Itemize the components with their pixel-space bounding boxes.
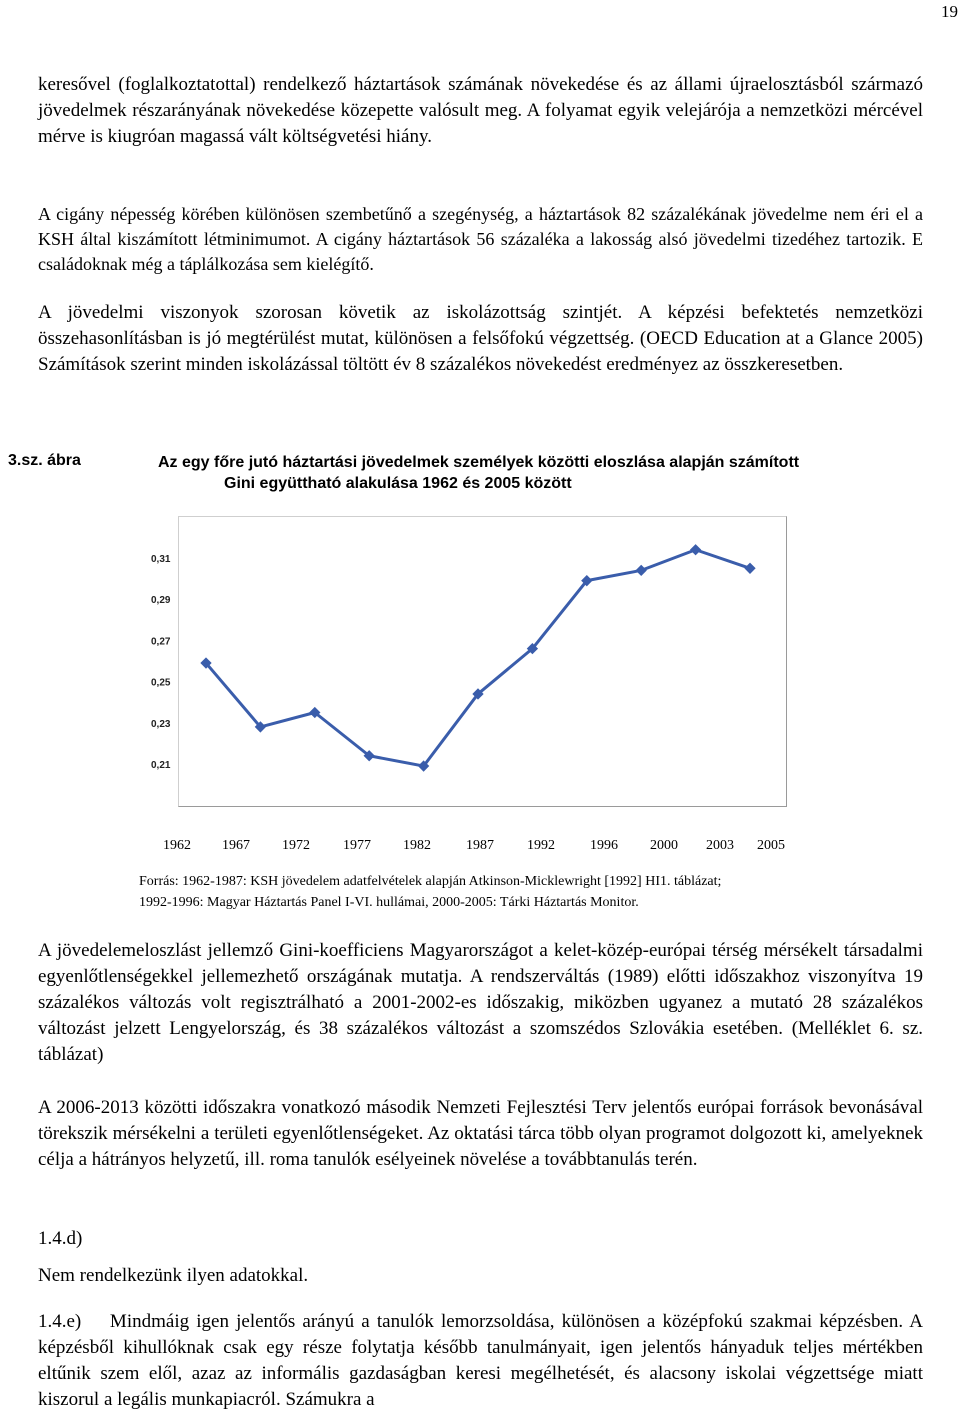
- gini-series-line: [206, 550, 750, 766]
- page-number: 19: [941, 2, 958, 21]
- x-tick-label: 1992: [527, 838, 555, 853]
- x-tick-label: 2005: [757, 838, 785, 853]
- x-tick-label: 1987: [466, 838, 494, 853]
- x-tick-label: 2003: [706, 838, 734, 853]
- chart-plot-area: [151, 517, 786, 806]
- section-text-1-4-d: Nem rendelkezünk ilyen adatokkal.: [38, 1265, 309, 1286]
- figure-source: [139, 871, 939, 913]
- x-axis-tick-labels: [0, 838, 960, 858]
- data-point-2003: [690, 544, 701, 555]
- paragraph-3: A jövedelmi viszonyok szorosan követik az iskolázottság szintjét. A képzési befektetés nemzetközi összehasonlításban is jó megtérülést mutat, különösen a felsőfokú végzettség. (OECD Education at a Glance 2005) Számítások szerint minden iskolázással töltött év 8 százalékos növekedést eredményez az összkeresetben.: [38, 302, 923, 375]
- figure-title-line-1: Az egy főre jutó háztartási jövedelmek személyek közötti eloszlása alapján számított: [158, 454, 800, 471]
- figure-title-line-2: Gini együttható alakulása 1962 és 2005 között: [224, 475, 572, 492]
- y-tick-label: 0,27: [151, 636, 171, 648]
- figure-source-line-2: 1992-1996: Magyar Háztartás Panel I-VI. hullámai, 2000-2005: Tárki Háztartás Monitor.: [139, 895, 639, 910]
- paragraph-1: keresővel (foglalkoztatottal) rendelkező háztartások számának növekedése és az állami újraelosztásból származó jövedelmek részarányának növekedése közepette valósult meg. A folyamat egyik velejárója a nemzetközi mércével mérve is kiugróan magassá vált költségvetési hiány.: [38, 74, 923, 147]
- x-tick-label: 1967: [222, 838, 250, 853]
- x-tick-label: 1996: [590, 838, 618, 853]
- paragraph-4: A jövedelemeloszlást jellemző Gini-koefficiens Magyarországot a kelet-közép-európai térség mérsékelt társadalmi egyenlőtlenségekkel jellemezhető országának mutatja. A rendszerváltás (1989) előtti időszakhoz viszonyítva 19 százalékos változás volt regisztrálható a 2001-2002-es időszakig, miközben ugyanez a mutató 28 százalékos változást jelzett Lengyelország, és 38 százalékos változást a szomszédos Szlovákia esetében. (Melléklet 6. sz. táblázat): [38, 940, 923, 1065]
- y-tick-label: 0,25: [151, 677, 171, 689]
- x-tick-label: 1962: [163, 838, 191, 853]
- x-tick-label: 1977: [343, 838, 371, 853]
- paragraph-2: A cigány népesség körében különösen szembetűnő a szegénység, a háztartások 82 százalékának jövedelme nem éri el a KSH által kiszámított létminimumot. A cigány háztartások 56 százaléka a lakosság alsó jövedelmi tizedéhez tartozik. E családoknak még a táplálkozása sem kielégítő.: [38, 204, 923, 274]
- figure-label: 3.sz. ábra: [8, 452, 81, 469]
- y-tick-label: 0,21: [151, 760, 171, 771]
- section-heading-1-4-d: 1.4.d): [38, 1228, 83, 1249]
- x-tick-label: 1982: [403, 838, 431, 853]
- y-tick-label: 0,31: [151, 554, 171, 565]
- figure-title: [158, 452, 918, 494]
- data-point-2005: [744, 563, 755, 574]
- x-tick-label: 2000: [650, 838, 678, 853]
- data-point-2000: [636, 565, 647, 576]
- figure-source-line-1: Forrás: 1962-1987: KSH jövedelem adatfelvételek alapján Atkinson-Micklewright [1992] HI1. táblázat;: [139, 874, 722, 889]
- y-tick-label: 0,29: [151, 595, 171, 607]
- paragraph-6: 1.4.e) Mindmáig igen jelentős arányú a tanulók lemorzsoldása, különösen a középfokú szakmai képzésben. A képzésből kihullóknak csak egy része folytatja később tanulmányait, igen jelentős hányaduk teljes mértékben eltűnik szem elől, azaz az informális gazdaságban keresi megélhetését, és alacsony iskolai végzettsége miatt kiszorul a legális munkapiacról. Számukra a: [38, 1311, 928, 1410]
- paragraph-5: A 2006-2013 közötti időszakra vonatkozó második Nemzeti Fejlesztési Terv jelentős európai források bevonásával törekszik mérsékelni a területi egyenlőtlenségeket. Az oktatási tárca több olyan programot dolgozott ki, amelyeknek célja a hátrányos helyzetű, ill. roma tanulók esélyeinek növelése a továbbtanulás terén.: [38, 1097, 923, 1170]
- x-tick-label: 1972: [282, 838, 310, 853]
- y-tick-label: 0,23: [151, 718, 171, 730]
- gini-line-chart: [151, 516, 787, 807]
